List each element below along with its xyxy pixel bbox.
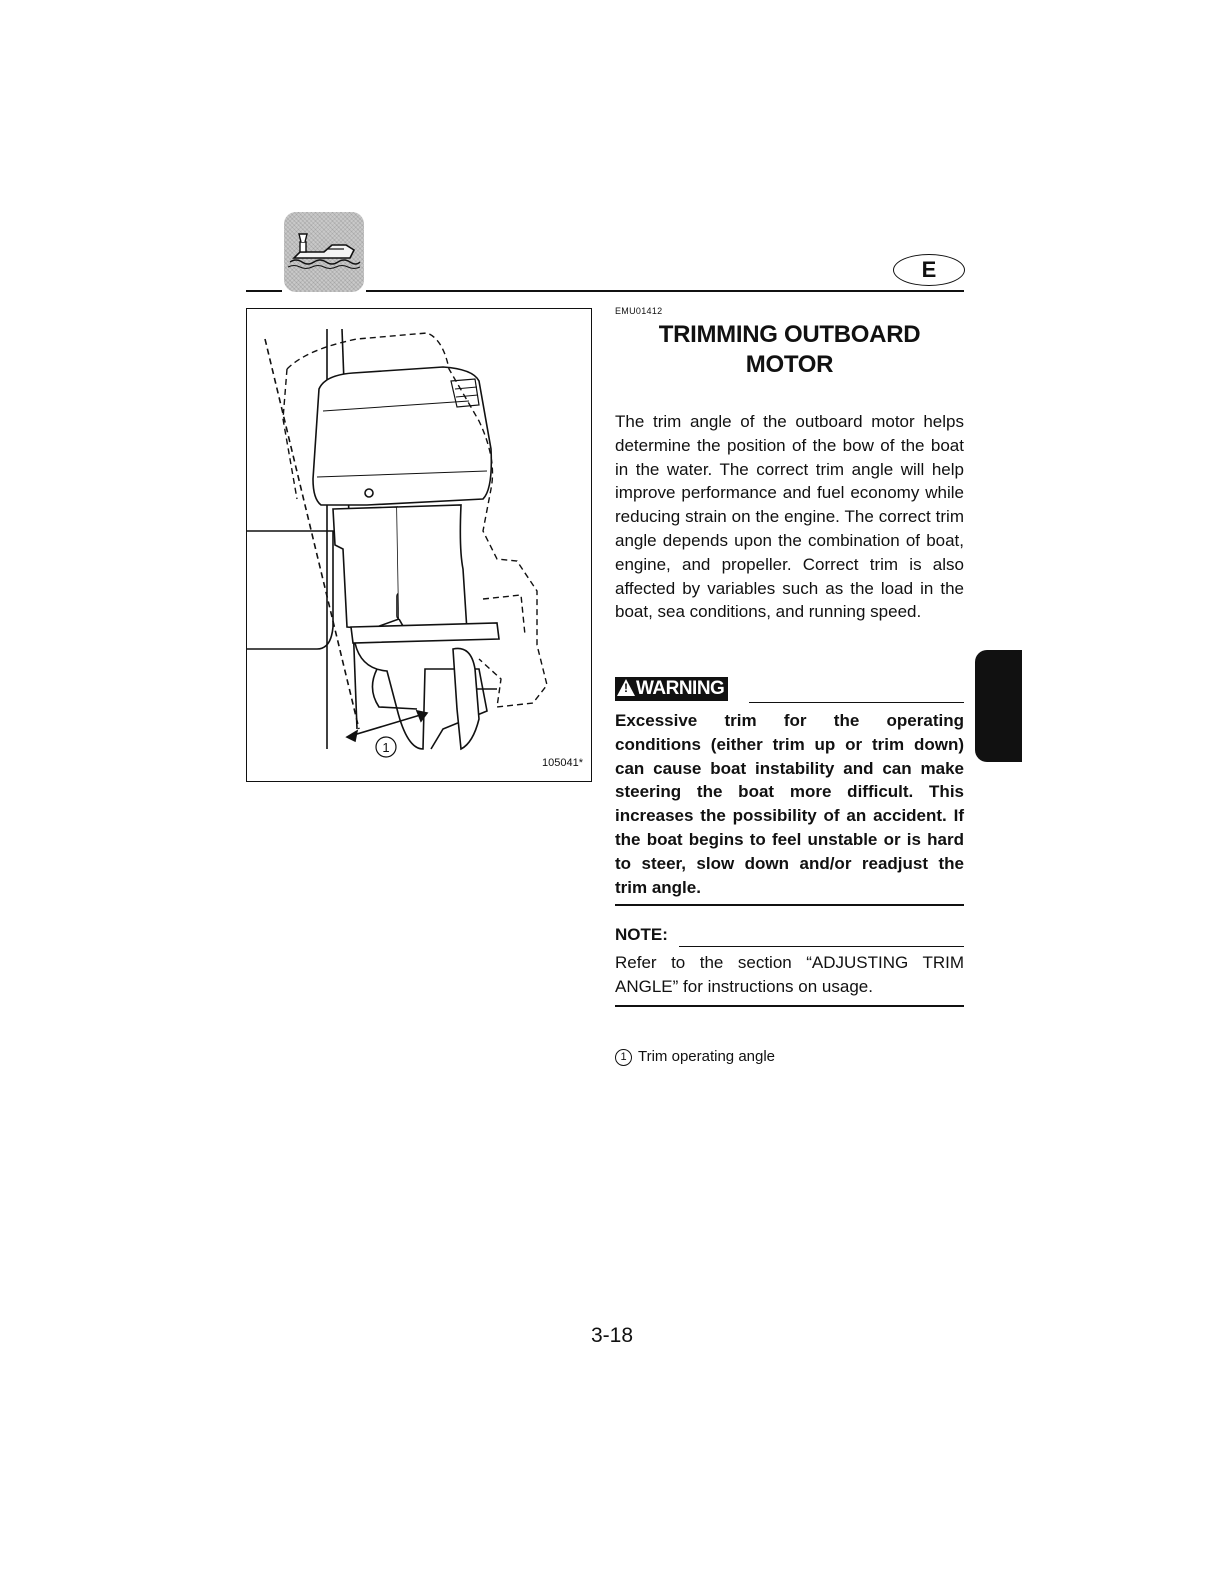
- section-icon: [284, 212, 364, 292]
- section-title-line1: TRIMMING OUTBOARD: [658, 321, 921, 348]
- note-label: NOTE:: [615, 925, 668, 944]
- warning-icon: [617, 679, 635, 696]
- note-text: Refer to the section “ADJUSTING TRIM ANGLE” for instructions on usage.: [615, 953, 964, 996]
- warning-header: [615, 677, 964, 703]
- header-rule-left: [246, 290, 282, 292]
- outboard-motor-figure: [246, 308, 592, 782]
- warning-rule: [749, 702, 964, 704]
- note-rule: [679, 946, 964, 948]
- intro-paragraph: The trim angle of the outboard motor helps determine the position of the bow of the boat in the water. The correct trim angle will help improve performance and fuel economy while reducing strain on the engine. The correct trim angle depends upon the combination of boat, engine, and propeller. Correct trim is also affected by variables such as the load in the boat, sea conditions, and running speed.: [615, 412, 964, 622]
- trim-angle-illustration: [247, 309, 593, 783]
- boat-with-outboard-motor-icon: [284, 212, 364, 292]
- callout-1-number: 1: [382, 740, 390, 755]
- chapter-tab: [975, 650, 1022, 762]
- note-bottom-rule: [615, 1005, 964, 1007]
- figure-legend: [615, 1047, 775, 1067]
- warning-bottom-rule: [615, 904, 964, 906]
- note-header: [615, 925, 964, 947]
- page-number: 3-18: [590, 1324, 634, 1347]
- section-code: EMU01412: [615, 306, 663, 316]
- section-title: [615, 320, 964, 380]
- language-badge: E: [893, 254, 965, 286]
- warning-text: Excessive trim for the operating conditions (either trim up or trim down) can cause boat instability and can make steering the boat more difficult. This increases the possibility of an accident. If the boat begins to feel unstable or is hard to steer, slow down and/or readjust the trim angle.: [615, 711, 964, 897]
- warning-label: [615, 677, 728, 701]
- header-rule-right: [366, 290, 964, 292]
- warning-label-text: WARNING: [636, 678, 725, 699]
- legend-text: Trim operating angle: [638, 1048, 776, 1065]
- legend-number: 1: [615, 1049, 632, 1066]
- figure-code: 105041*: [542, 757, 583, 769]
- section-title-line2: MOTOR: [745, 351, 834, 378]
